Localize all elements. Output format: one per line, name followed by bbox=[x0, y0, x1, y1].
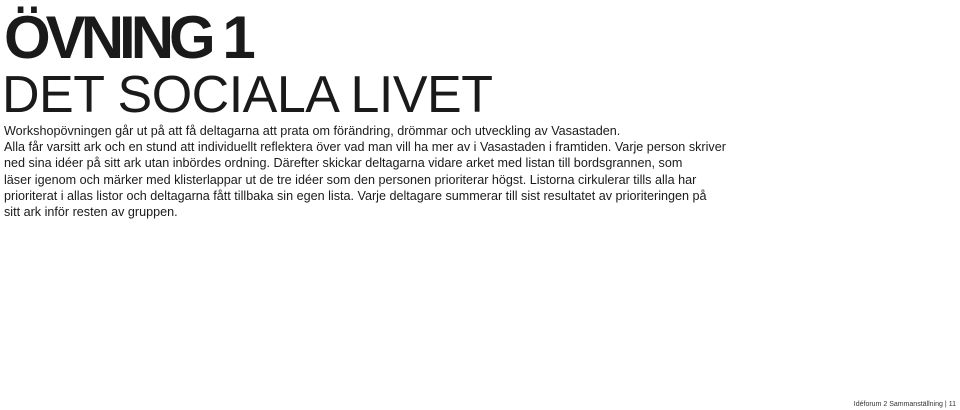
body-paragraphs bbox=[4, 123, 754, 220]
page-title: ÖVNING 1 bbox=[4, 4, 251, 71]
body-line: ned sina idéer på sitt ark utan inbördes ordning. Därefter skickar deltagarna vidare arket med listan till bordsgrannen, som bbox=[4, 156, 683, 171]
page-subtitle: DET SOCIALA LIVET bbox=[2, 66, 493, 124]
footer-separator: | bbox=[944, 401, 947, 408]
page-footer bbox=[854, 400, 956, 409]
body-line: Workshopövningen går ut på att få deltagarna att prata om förändring, drömmar och utveckling av Vasastaden. bbox=[4, 124, 621, 138]
footer-label: Idéforum 2 Sammanställning bbox=[853, 401, 943, 408]
body-line: prioriterat i allas listor och deltagarna fått tillbaka sin egen lista. Varje deltagare summerar till sist resultatet av prioriteringen på bbox=[4, 188, 707, 203]
page-number: 11 bbox=[948, 401, 956, 408]
body-line: sitt ark inför resten av gruppen. bbox=[4, 205, 178, 220]
body-line: Alla får varsitt ark och en stund att individuellt reflektera över vad man vill ha mer av i Vasastaden i framtiden. Varje person skriver bbox=[4, 140, 726, 155]
body-line: läser igenom och märker med klisterlappar ut de tre idéer som den personen prioriterar högst. Listorna cirkulerar tills alla har bbox=[4, 172, 697, 187]
